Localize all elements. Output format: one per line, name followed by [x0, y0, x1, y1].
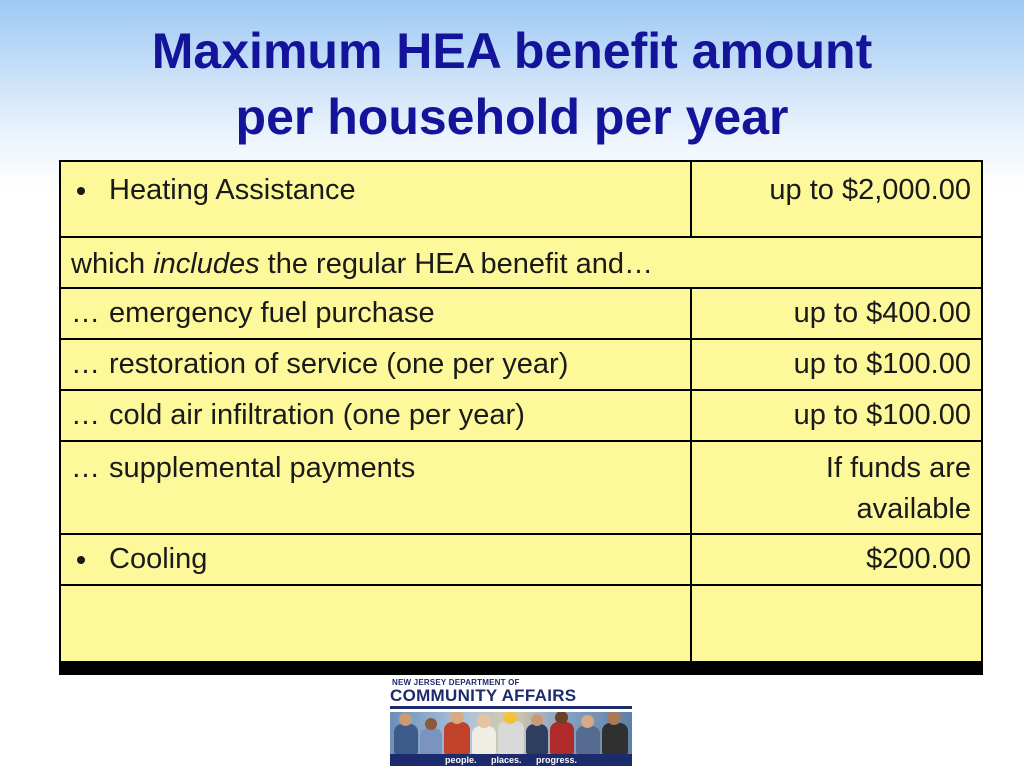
note-italic: includes	[153, 248, 260, 280]
amount-cell: $200.00	[866, 543, 971, 575]
ellipsis-marker: …	[71, 452, 100, 484]
note-prefix: which	[71, 248, 154, 280]
note-cell	[61, 238, 981, 287]
ellipsis-marker: …	[71, 348, 100, 380]
logo-rule	[390, 706, 632, 709]
table-footer-bar	[61, 663, 981, 673]
label-cell	[61, 340, 692, 389]
table-row	[61, 391, 981, 442]
njdca-logo	[390, 678, 632, 768]
title-line-2: per household per year	[235, 89, 789, 145]
label-cell	[61, 162, 692, 236]
label-cell	[61, 391, 692, 440]
label-cell	[61, 289, 692, 338]
amount-line-2: available	[856, 493, 971, 525]
amount-cell: up to $2,000.00	[769, 174, 971, 206]
row-label: restoration of service (one per year)	[109, 348, 569, 380]
label-cell	[61, 442, 692, 533]
row-label: emergency fuel purchase	[109, 297, 435, 329]
table-row	[61, 535, 981, 586]
amount-cell: up to $100.00	[793, 348, 971, 380]
ellipsis-marker: …	[71, 399, 100, 431]
logo-top-text: NEW JERSEY DEPARTMENT OF	[392, 678, 520, 687]
slide-title	[0, 18, 1024, 150]
label-cell	[61, 535, 692, 584]
table-row	[61, 340, 981, 391]
title-line-1: Maximum HEA benefit amount	[151, 23, 873, 79]
amount-cell: up to $400.00	[793, 297, 971, 329]
logo-photo-strip	[390, 712, 632, 766]
table-row	[61, 289, 981, 340]
table-row	[61, 442, 981, 535]
bullet-icon	[71, 170, 109, 228]
row-label: supplemental payments	[109, 452, 416, 484]
amount-cell: up to $100.00	[793, 399, 971, 431]
note-suffix: the regular HEA benefit and…	[259, 248, 653, 280]
amount-cell	[692, 442, 981, 533]
table-row	[61, 586, 981, 663]
logo-main-text: COMMUNITY AFFAIRS	[390, 686, 577, 705]
table-row	[61, 162, 981, 238]
table-row	[61, 238, 981, 289]
benefit-table	[59, 160, 983, 675]
row-label: Heating Assistance	[109, 174, 356, 206]
row-label: cold air infiltration (one per year)	[109, 399, 525, 431]
amount-cell	[692, 586, 981, 661]
bullet-icon	[71, 539, 109, 576]
row-label: Cooling	[109, 543, 208, 575]
label-cell	[61, 586, 692, 661]
logo-tagline: people. places. progress.	[390, 754, 632, 766]
amount-line-1: If funds are	[825, 452, 971, 484]
ellipsis-marker: …	[71, 297, 100, 329]
